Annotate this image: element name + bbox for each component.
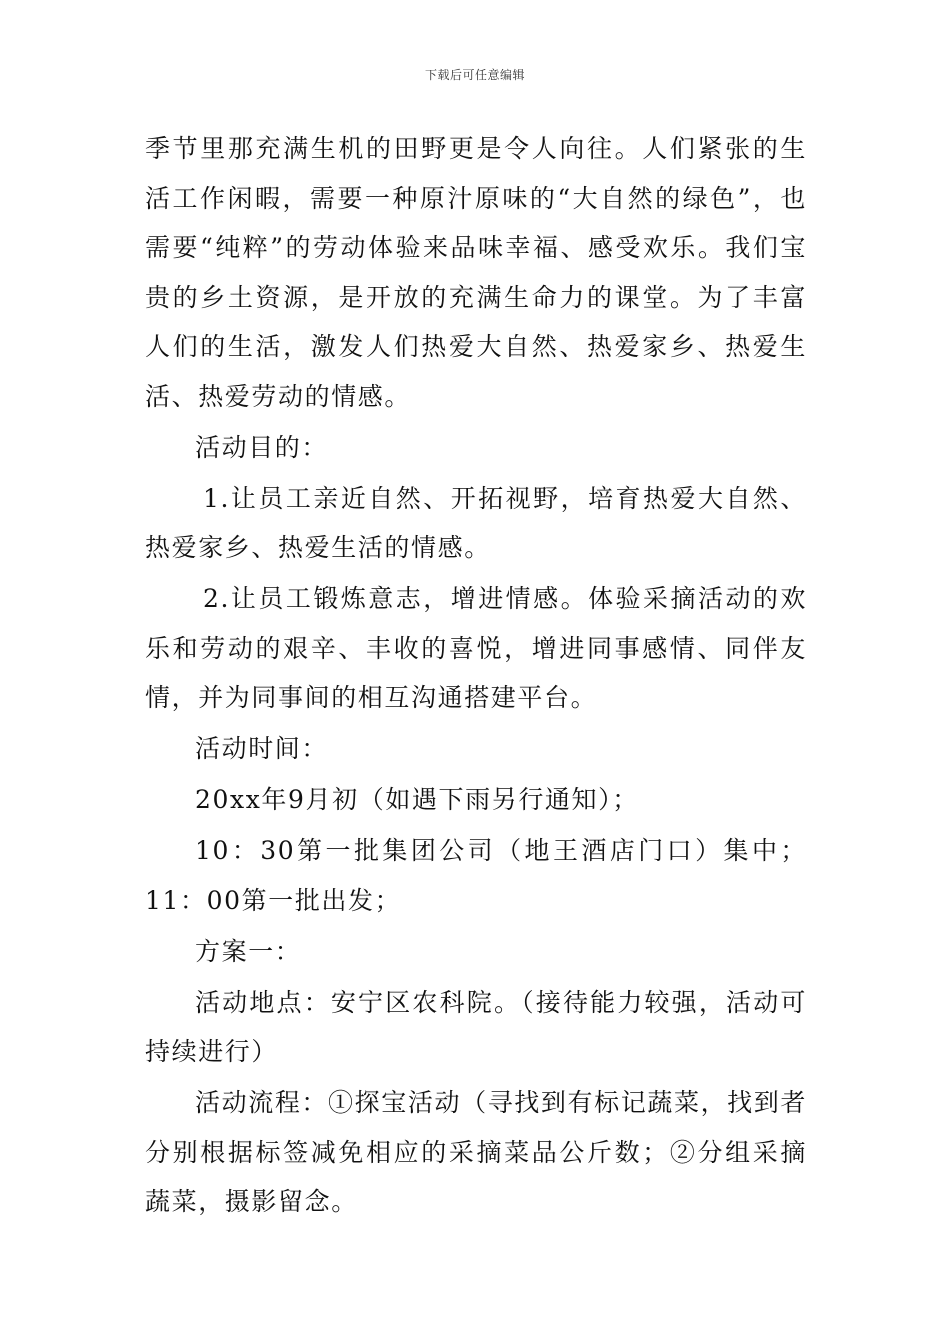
activity-process: 活动流程：①探宝活动（寻找到有标记蔬菜，找到者分别根据标签减免相应的采摘菜品公斤数；②分组采摘蔬菜，摄影留念。 <box>145 1088 807 1216</box>
plan-one-heading: 方案一： <box>195 936 302 966</box>
document-body <box>145 124 807 1228</box>
purpose-heading: 活动目的： <box>195 432 329 462</box>
time-date: 20xx年9月初（如遇下雨另行通知）； <box>195 785 639 814</box>
purpose-item-1: 1.让员工亲近自然、开拓视野，培育热爱大自然、热爱家乡、热爱生活的情感。 <box>145 483 807 562</box>
activity-location: 活动地点：安宁区农科院。（接待能力较强，活动可持续进行） <box>145 987 807 1066</box>
intro-paragraph: 季节里那充满生机的田野更是令人向往。人们紧张的生活工作闲暇，需要一种原汁原味的“大自然的绿色”，也需要“纯粹”的劳动体验来品味幸福、感受欢乐。我们宝贵的乡土资源，是开放的充满生命力的课堂。为了丰富人们的生活，激发人们热爱大自然、热爱家乡、热爱生活、热爱劳动的情感。 <box>145 134 807 411</box>
time-heading: 活动时间： <box>195 734 329 763</box>
header-note: 下载后可任意编辑 <box>424 68 525 82</box>
time-schedule: 10：30第一批集团公司（地王酒店门口）集中；11：00第一批出发； <box>145 836 807 915</box>
purpose-item-2: 2.让员工锻炼意志，增进情感。体验采摘活动的欢乐和劳动的艰辛、丰收的喜悦，增进同事感情、同伴友情，并为同事间的相互沟通搭建平台。 <box>145 584 807 712</box>
